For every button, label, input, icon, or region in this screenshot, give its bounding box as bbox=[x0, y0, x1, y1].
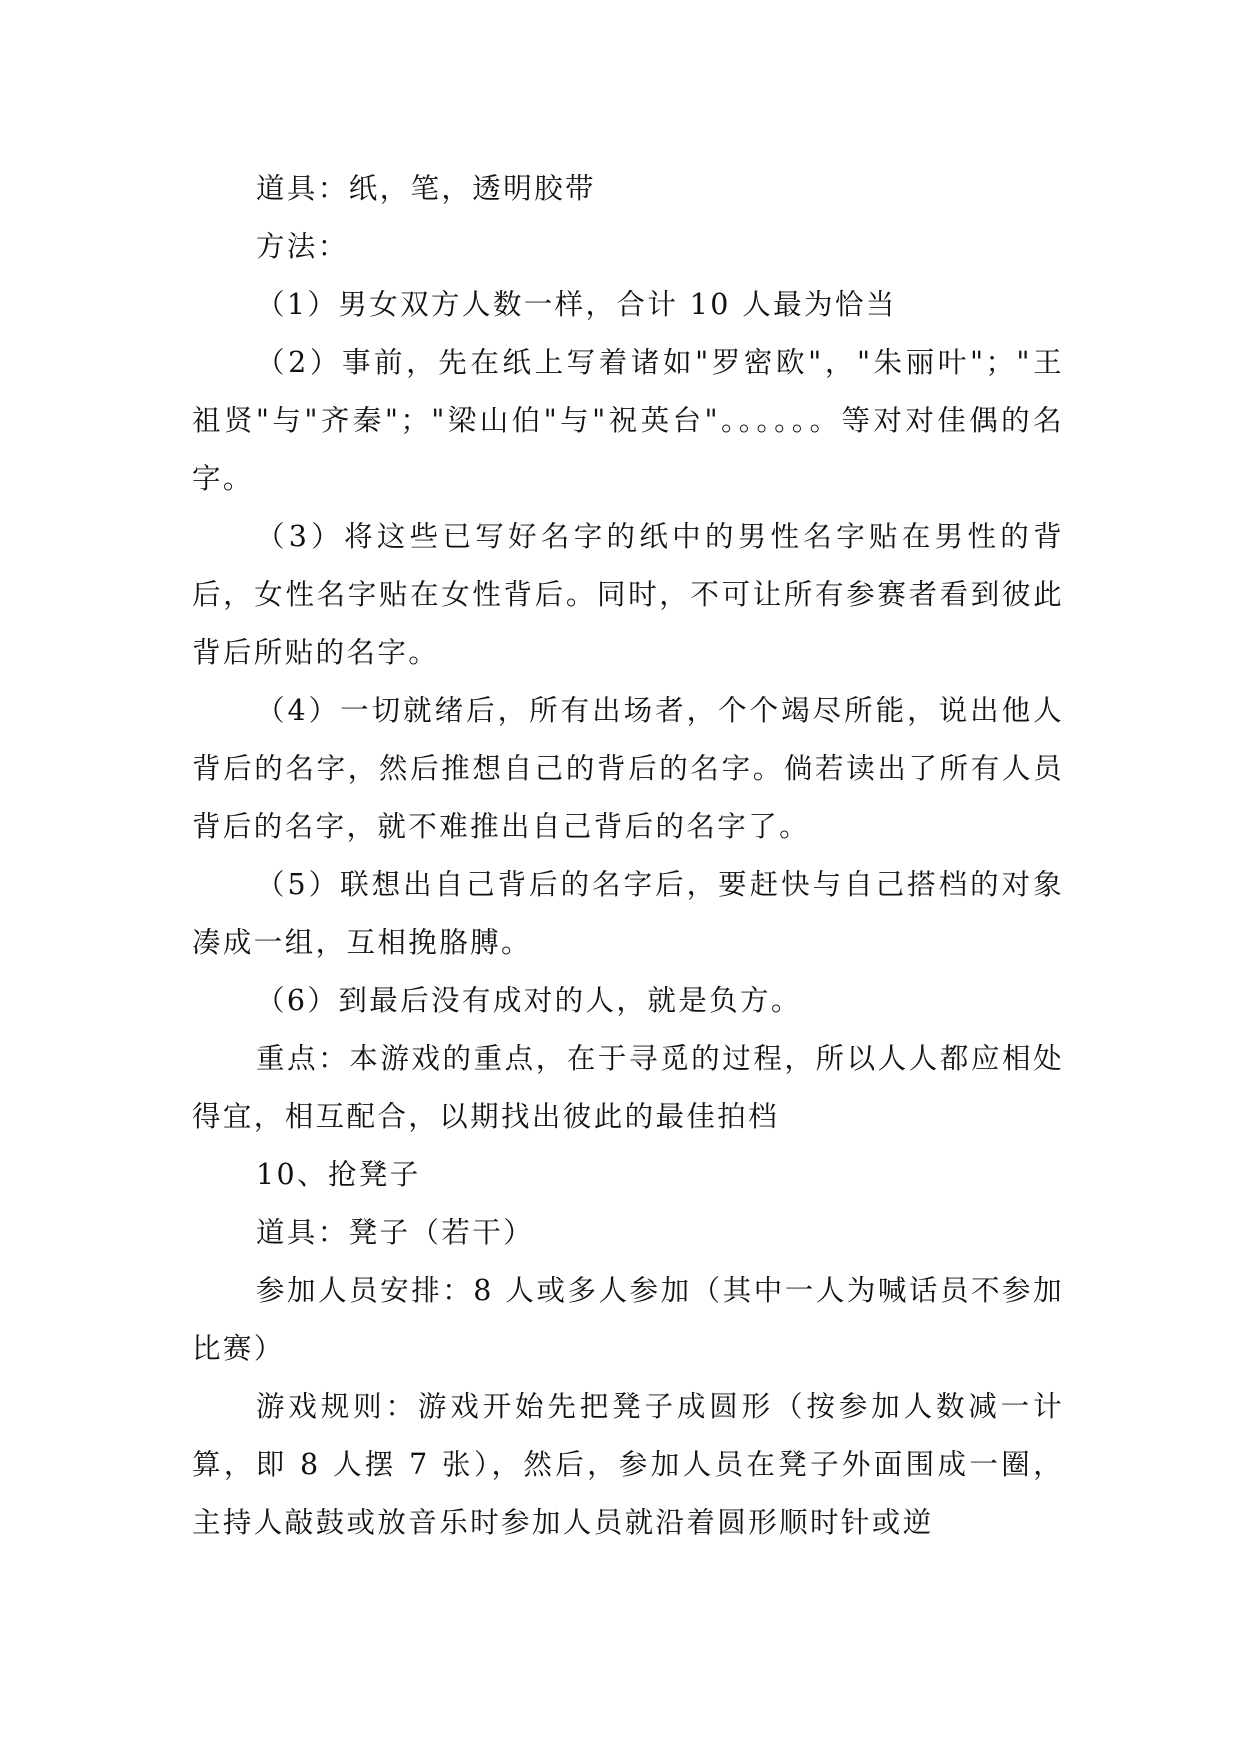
step-3: （3）将这些已写好名字的纸中的男性名字贴在男性的背后，女性名字贴在女性背后。同时，不可让所有参赛者看到彼此背后所贴的名字。 bbox=[192, 520, 1064, 669]
step-1: （1）男女双方人数一样，合计 10 人最为恰当 bbox=[256, 288, 897, 321]
props-line: 道具：纸，笔，透明胶带 bbox=[256, 172, 596, 205]
section-heading-10: 10、抢凳子 bbox=[256, 1158, 421, 1191]
participants-line: 参加人员安排：8 人或多人参加（其中一人为喊话员不参加比赛） bbox=[192, 1274, 1064, 1365]
props-line-2: 道具：凳子（若干） bbox=[256, 1216, 535, 1249]
step-6: （6）到最后没有成对的人，就是负方。 bbox=[256, 984, 802, 1017]
rules-paragraph: 游戏规则：游戏开始先把凳子成圆形（按参加人数减一计算，即 8 人摆 7 张），然后，参加人员在凳子外面围成一圈，主持人敲鼓或放音乐时参加人员就沿着圆形顺时针或逆 bbox=[192, 1390, 1064, 1539]
key-point: 重点：本游戏的重点，在于寻觅的过程，所以人人都应相处得宜，相互配合，以期找出彼此的最佳拍档 bbox=[192, 1042, 1064, 1133]
method-heading: 方法： bbox=[256, 230, 349, 263]
step-2: （2）事前，先在纸上写着诸如"罗密欧"，"朱丽叶"；"王祖贤"与"齐秦"；"梁山伯"与"祝英台"。。。。。。等对对佳偶的名字。 bbox=[192, 346, 1064, 495]
document-body bbox=[192, 160, 1064, 1552]
step-4: （4）一切就绪后，所有出场者，个个竭尽所能，说出他人背后的名字，然后推想自己的背后的名字。倘若读出了所有人员背后的名字，就不难推出自己背后的名字了。 bbox=[192, 694, 1064, 843]
step-5: （5）联想出自己背后的名字后，要赶快与自己搭档的对象凑成一组，互相挽胳膊。 bbox=[192, 868, 1064, 959]
